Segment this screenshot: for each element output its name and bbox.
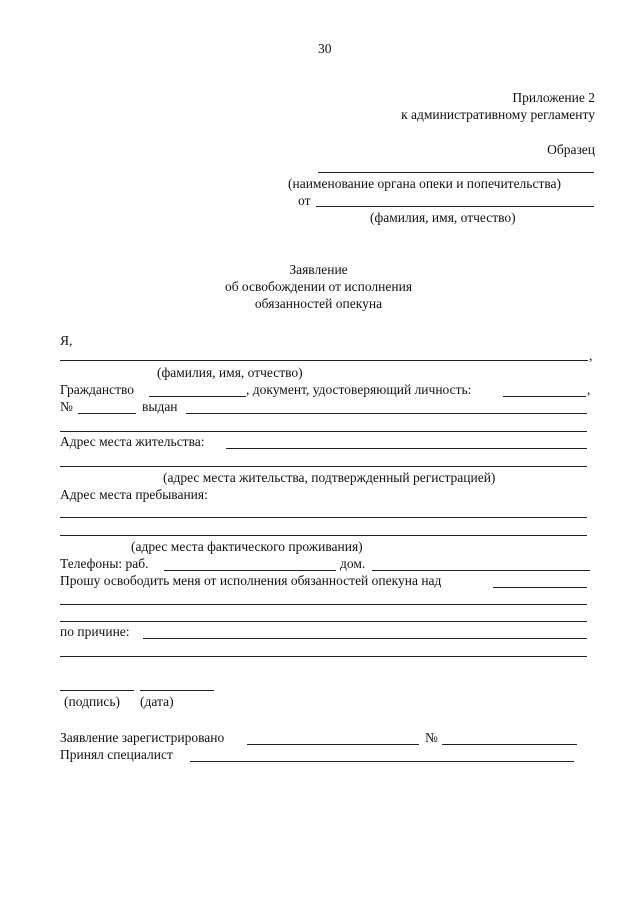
residence-label: Адрес места жительства:	[60, 434, 205, 449]
registration-number-sign: №	[425, 730, 438, 745]
ward-line[interactable]	[493, 587, 587, 588]
appendix-line-2: к административному регламенту	[401, 107, 595, 122]
i-label: Я,	[60, 333, 73, 348]
signature-caption: (подпись)	[64, 694, 121, 709]
document-number-line[interactable]	[78, 413, 136, 414]
fio-comma: ,	[589, 348, 593, 363]
stay-line-1[interactable]	[60, 517, 587, 518]
residence-line[interactable]	[226, 448, 587, 449]
specialist-line[interactable]	[190, 761, 574, 762]
from-label: от	[298, 193, 311, 208]
document-line[interactable]	[503, 396, 586, 397]
accepted-label: Принял специалист	[60, 747, 173, 762]
stay-label: Адрес места пребывания:	[60, 487, 208, 502]
issued-by-line[interactable]	[186, 413, 587, 414]
appendix-line-1: Приложение 2	[512, 90, 595, 105]
page-number: 30	[318, 41, 332, 56]
residence-caption: (адрес места жительства, подтвержденный регистрацией)	[163, 470, 496, 485]
phones-label: Телефоны: раб.	[60, 556, 149, 571]
title-line-1: Заявление	[289, 262, 348, 277]
from-name-line[interactable]	[316, 206, 594, 207]
registered-label: Заявление зарегистрировано	[60, 730, 225, 745]
registration-date-line[interactable]	[247, 744, 419, 745]
document-label: , документ, удостоверяющий личность:	[246, 382, 472, 397]
residence-line-2[interactable]	[60, 466, 587, 467]
stay-line-2[interactable]	[60, 535, 587, 536]
fio-line[interactable]	[60, 360, 588, 361]
registration-number-line[interactable]	[442, 744, 577, 745]
number-sign: №	[60, 399, 73, 414]
fio-caption: (фамилия, имя, отчество)	[157, 365, 303, 380]
title-line-3: обязанностей опекуна	[254, 296, 383, 311]
ward-line-2[interactable]	[60, 604, 587, 605]
work-phone-line[interactable]	[164, 570, 336, 571]
reason-line[interactable]	[143, 638, 587, 639]
home-phone-line[interactable]	[372, 570, 590, 571]
from-caption: (фамилия, имя, отчество)	[370, 210, 516, 225]
date-line[interactable]	[140, 690, 214, 691]
issued-label: выдан	[142, 399, 178, 414]
sample-label: Образец	[547, 142, 595, 157]
signature-line[interactable]	[60, 690, 134, 691]
reason-label: по причине:	[60, 624, 130, 639]
document-comma: ,	[587, 382, 591, 397]
home-phone-label: дом.	[340, 556, 366, 571]
organ-name-line[interactable]	[318, 172, 594, 173]
citizenship-line[interactable]	[149, 396, 246, 397]
ward-line-3[interactable]	[60, 621, 587, 622]
reason-line-2[interactable]	[60, 656, 587, 657]
issued-by-line-2[interactable]	[60, 431, 587, 432]
stay-caption: (адрес места фактического проживания)	[131, 539, 363, 554]
citizenship-label: Гражданство	[60, 382, 135, 397]
title-line-2: об освобождении от исполнения	[224, 279, 413, 294]
organ-caption: (наименование органа опеки и попечительства)	[288, 176, 562, 191]
request-text: Прошу освободить меня от исполнения обязанностей опекуна над	[60, 573, 442, 588]
date-caption: (дата)	[140, 694, 174, 709]
